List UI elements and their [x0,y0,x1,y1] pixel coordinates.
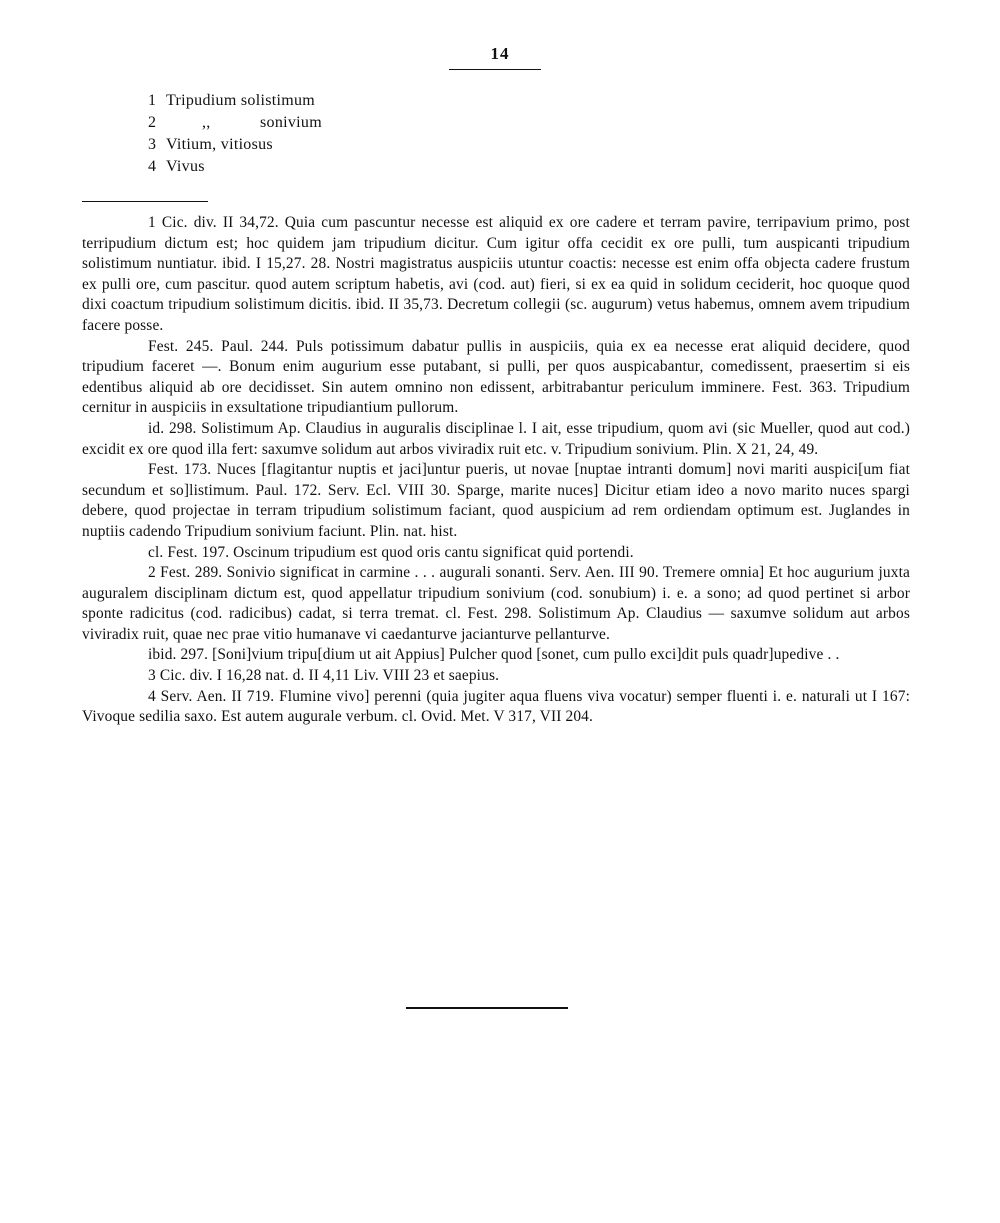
term-text: Vivus [166,158,205,175]
term-number: 1 [148,92,157,109]
term-text: Vitium, vitiosus [166,136,273,153]
term-number: 2 [148,114,157,131]
ditto-mark: ,, [202,114,211,131]
note-paragraph: ibid. 297. [Soni]vium tripu[dium ut ait Appius] Pulcher quod [sonet, cum pullo exci]dit puls quadr]upedive . . [148,646,840,664]
note-paragraph: 1 Cic. div. II 34,72. Quia cum pascuntur necesse est aliquid ex ore cadere et terram pavire, terripavium primo, post terripudium dictum est; hoc quidem jam tripudium dicitur. Cum igitur offa cecidit ex ore pulli, tum auspicanti tripudium solistimum nuntiatur. ibid. I 15,27. 28. Nostri magistratus auspiciis utuntur coactis: necesse est enim offa objecta cadere frustum ex pulli ore, cum pascitur. quod autem scriptum habetis, avi (cod. aut) fieri, si ex ea quid in solidum ceciderit, hoc quoque quod dixi coactum tripudium solistimum dicitis. ibid. II 35,73. Decretum collegii (sc. augurum) vetus habemus, omnem avem tripudium facere posse. [82,214,910,334]
note-paragraph: 4 Serv. Aen. II 719. Flumine vivo] perenni (quia jugiter aqua fluens viva vocatur) semper fluenti i. e. naturali ut I 167: Vivoque sedilia saxo. Est autem augurale verbum. cl. Ovid. Met. V 317, VII 204. [82,687,910,726]
term-item [148,156,322,178]
term-text: sonivium [260,114,322,131]
term-item [148,90,322,112]
note-paragraph: cl. Fest. 197. Oscinum tripudium est quod oris cantu significat quid portendi. [148,543,634,561]
note-paragraph: Fest. 245. Paul. 244. Puls potissimum dabatur pullis in auspiciis, quia ex ea necesse erat aliquid decidere, quod tripudium faceret —. Bonum enim augurium esse putabant, si pulli, per quos auspicabantur, comedissent, praesertim si eis edentibus aliquid ab ore decidisset. Sin autem omnino non edissent, arbitrabantur periculum imminere. Fest. 363. Tripudium cernitur in auspiciis in exsultatione tripudiantium pullorum. [82,337,910,417]
term-item [148,112,322,134]
term-list [148,90,322,178]
note-paragraph: 3 Cic. div. I 16,28 nat. d. II 4,11 Liv. VIII 23 et saepius. [148,667,500,685]
term-text: Tripudium solistimum [166,92,315,109]
page-number: 14 [490,44,510,63]
term-item [148,134,322,156]
term-number: 3 [148,136,157,153]
end-rule [406,1007,568,1009]
page-number-rule [449,69,541,70]
note-paragraph: id. 298. Solistimum Ap. Claudius in auguralis disciplinae l. I ait, esse tripudium, quom avi (sic Mueller, quod aut cod.) excidit ex ore quod illa fert: saxumve solidum aut arbos viviradix ruit etc. v. Tripudium sonivium. Plin. X 21, 24, 49. [82,419,910,458]
note-paragraph: Fest. 173. Nuces [flagitantur nuptis et jaci]untur pueris, ut novae [nuptae intranti domum] novi mariti auspici[um fiat secundum et so]listimum. Paul. 172. Serv. Ecl. VIII 30. Sparge, marite nuces] Dicitur etiam ideo a novo marito nuces spargi debere, quod projectae in terram tripudium solistimum faciant, quod auspicium ad rem ordiendam optimum est. Juglandes in nuptiis cadendo Tripudium sonivium faciunt. Plin. nat. hist. [82,461,910,540]
footnotes [82,213,910,728]
term-number: 4 [148,158,157,175]
note-paragraph: 2 Fest. 289. Sonivio significat in carmine . . . augurali sonanti. Serv. Aen. III 90. Tremere omnia] Et hoc augurium juxta auguralem disciplinam dictum est, quod appellatur tripudium sonivium (cod. sonubium) i. e. a sono; ad quod pertinet si arbor sponte radicitus (cod. radicibus) cadat, si terra tremat. cl. Fest. 298. Solistimum Ap. Claudius — saxumve solidum aut arbos viviradix ruit, quae nec prae vitio humanave vi caedanturve jacianturve pellanturve. [82,564,910,643]
footnote-rule [82,201,208,202]
